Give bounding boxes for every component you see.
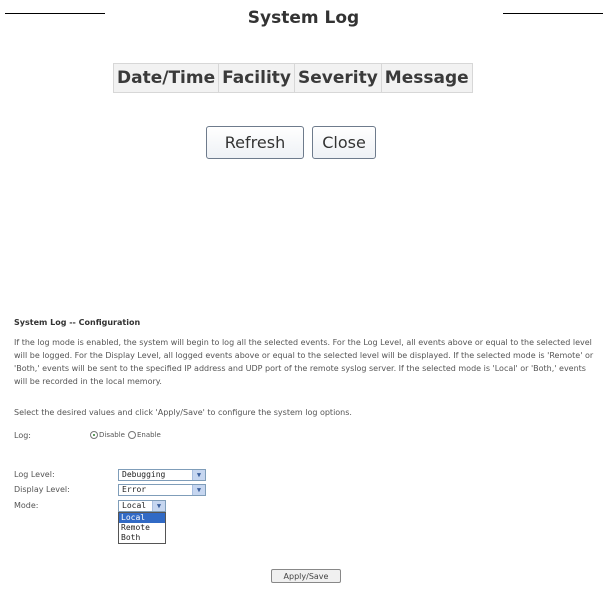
config-instruction: Select the desired values and click 'Apply/Save' to configure the system log options. (14, 408, 352, 417)
system-log-title: System Log (247, 8, 360, 28)
table-header-row (114, 64, 472, 92)
column-header-message: Message (382, 64, 472, 92)
log-enable-label: Enable (136, 431, 161, 439)
column-header-datetime: Date/Time (114, 64, 218, 92)
log-disable-radio[interactable] (90, 431, 98, 439)
display-level-label: Display Level: (14, 485, 70, 494)
log-disable-label: Disable (99, 431, 125, 439)
mode-option-remote[interactable]: Remote (121, 523, 150, 532)
config-title: System Log -- Configuration (14, 318, 141, 327)
log-label: Log: (14, 431, 31, 440)
mode-option-local[interactable]: Local (119, 513, 165, 523)
display-level-value: Error (122, 485, 147, 494)
log-level-select[interactable] (118, 469, 206, 481)
apply-save-button[interactable]: Apply/Save (271, 569, 341, 583)
chevron-down-icon[interactable]: ▼ (152, 501, 165, 511)
refresh-button[interactable]: Refresh (206, 126, 304, 159)
mode-value: Local (122, 501, 147, 510)
log-level-value: Debugging (122, 470, 166, 479)
mode-dropdown-list (118, 512, 166, 544)
close-button[interactable]: Close (312, 126, 376, 159)
display-level-select[interactable] (118, 484, 206, 496)
column-header-facility: Facility (219, 64, 294, 92)
chevron-down-icon[interactable]: ▼ (192, 485, 205, 495)
chevron-down-icon[interactable]: ▼ (192, 470, 205, 480)
mode-select[interactable] (118, 500, 166, 512)
log-level-label: Log Level: (14, 470, 55, 479)
column-header-severity: Severity (295, 64, 381, 92)
config-description: If the log mode is enabled, the system will begin to log all the selected events. For the Log Level, all events above or equal to the selected level will be logged. For the Display Level, all logged events above or equal to the selected level will be displayed. If the selected mode is 'Remote' or 'Both,' events will be sent to the specified IP address and UDP port of the remote syslog server. If the selected mode is 'Local' or 'Both,' events will be recorded in the local memory. (14, 338, 594, 386)
mode-label: Mode: (14, 501, 39, 510)
mode-option-both[interactable]: Both (121, 533, 141, 542)
log-radio-group (90, 431, 164, 439)
system-log-table (113, 63, 473, 93)
log-enable-radio[interactable] (128, 431, 136, 439)
